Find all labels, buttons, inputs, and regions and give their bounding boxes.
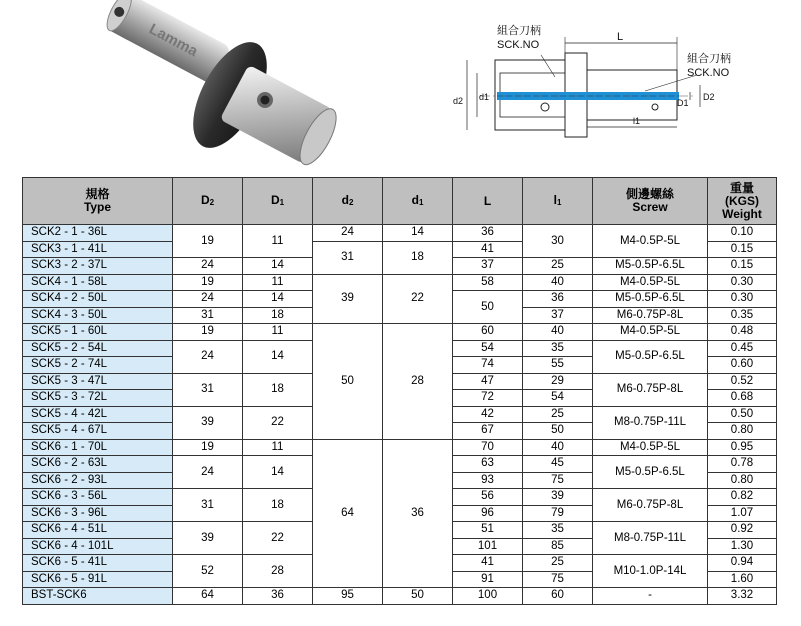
cell-l1: 75	[523, 472, 593, 489]
cell-l1: 40	[523, 274, 593, 291]
cell-l1: 35	[523, 522, 593, 539]
cell-weight: 0.60	[708, 357, 777, 374]
cell-weight: 1.30	[708, 538, 777, 555]
cell-model: SCK6 - 3 - 56L	[23, 489, 173, 506]
cell-model: SCK6 - 4 - 51L	[23, 522, 173, 539]
cell-screw: M4-0.5P-5L	[593, 439, 708, 456]
cell-l: 74	[453, 357, 523, 374]
cell-model: SCK2 - 1 - 36L	[23, 225, 173, 242]
cell-d2: 19	[173, 274, 243, 291]
dim-L-label: L	[617, 31, 624, 43]
cell-l: 56	[453, 489, 523, 506]
header-weight: 重量 (KGS) Weight	[708, 178, 777, 225]
cell-d2: 52	[173, 555, 243, 588]
cell-weight: 0.78	[708, 456, 777, 473]
cell-l: 72	[453, 390, 523, 407]
cell-l1: 54	[523, 390, 593, 407]
cell-d1: 14	[383, 225, 453, 242]
cell-model: SCK6 - 5 - 41L	[23, 555, 173, 572]
cell-l1: 40	[523, 324, 593, 341]
cell-d1: 18	[243, 489, 313, 522]
cell-d2: 19	[173, 225, 243, 258]
holder-callout-line2: SCK.NO	[497, 39, 540, 51]
cell-l: 70	[453, 439, 523, 456]
header-screw: 側邊螺絲 Screw	[593, 178, 708, 225]
cell-weight: 0.68	[708, 390, 777, 407]
cell-weight: 0.30	[708, 274, 777, 291]
cell-d2: 64	[173, 588, 243, 605]
dimension-diagram	[445, 15, 785, 155]
cell-screw: M5-0.5P-6.5L	[593, 258, 708, 275]
cell-d1: 22	[383, 274, 453, 324]
cell-l: 47	[453, 373, 523, 390]
cell-screw: M4-0.5P-5L	[593, 225, 708, 258]
dim-l1-label: l1	[633, 116, 641, 126]
dim-D1-label: D1	[677, 98, 689, 108]
cell-weight: 0.82	[708, 489, 777, 506]
cell-d1: 50	[383, 588, 453, 605]
header-d2: $d_2$	[313, 178, 383, 225]
cell-model: SCK4 - 2 - 50L	[23, 291, 173, 308]
cell-l1: 50	[523, 423, 593, 440]
cell-l: 41	[453, 555, 523, 572]
cell-l: 100	[453, 588, 523, 605]
dim-d2-label: d2	[453, 96, 464, 106]
cell-model: SCK5 - 3 - 72L	[23, 390, 173, 407]
cell-l1: 45	[523, 456, 593, 473]
header-d1: $d_1$	[383, 178, 453, 225]
cell-model: SCK5 - 1 - 60L	[23, 324, 173, 341]
header-L: L	[453, 178, 523, 225]
header-D2: $D_2$	[173, 178, 243, 225]
cell-d2: 39	[313, 274, 383, 324]
cell-model: SCK6 - 1 - 70L	[23, 439, 173, 456]
cell-screw: M5-0.5P-6.5L	[593, 340, 708, 373]
table-body	[23, 225, 777, 605]
cell-screw: M6-0.75P-8L	[593, 373, 708, 406]
cell-d1: 14	[243, 291, 313, 308]
cell-l: 42	[453, 406, 523, 423]
cell-model: BST-SCK6	[23, 588, 173, 605]
cell-d1: 18	[243, 307, 313, 324]
cell-weight: 0.30	[708, 291, 777, 308]
spec-table	[22, 177, 777, 605]
cell-d2: 31	[173, 307, 243, 324]
cell-model: SCK6 - 3 - 96L	[23, 505, 173, 522]
cell-model: SCK5 - 2 - 74L	[23, 357, 173, 374]
cell-weight: 0.10	[708, 225, 777, 242]
cell-d1: 36	[243, 588, 313, 605]
cell-l1: 37	[523, 307, 593, 324]
cell-l: 37	[453, 258, 523, 275]
table-row	[23, 324, 777, 341]
cell-l: 36	[453, 225, 523, 242]
cell-d1: 14	[243, 340, 313, 373]
cell-d2: 24	[173, 291, 243, 308]
table-row	[23, 439, 777, 456]
cell-d2: 39	[173, 522, 243, 555]
cell-model: SCK4 - 3 - 50L	[23, 307, 173, 324]
cell-d1: 28	[383, 324, 453, 440]
cell-l1: 39	[523, 489, 593, 506]
cell-d2: 19	[173, 324, 243, 341]
cell-l1: 85	[523, 538, 593, 555]
cell-d2: 24	[173, 258, 243, 275]
cell-l: 67	[453, 423, 523, 440]
cell-l1: 25	[523, 555, 593, 572]
cell-d1: 14	[243, 258, 313, 275]
cell-weight: 0.45	[708, 340, 777, 357]
cell-d1: 18	[383, 241, 453, 274]
cell-model: SCK6 - 2 - 63L	[23, 456, 173, 473]
cell-model: SCK6 - 2 - 93L	[23, 472, 173, 489]
cell-model: SCK6 - 4 - 101L	[23, 538, 173, 555]
cell-l: 51	[453, 522, 523, 539]
cell-l1: 60	[523, 588, 593, 605]
cell-d1: 28	[243, 555, 313, 588]
cell-d2: 31	[173, 373, 243, 406]
cell-screw: M8-0.75P-11L	[593, 522, 708, 555]
cell-weight: 0.52	[708, 373, 777, 390]
cell-d1: 11	[243, 225, 313, 258]
cell-weight: 0.94	[708, 555, 777, 572]
cell-model: SCK4 - 1 - 58L	[23, 274, 173, 291]
header-D1: $D_1$	[243, 178, 313, 225]
table-header-row	[23, 178, 777, 225]
cell-l1: 35	[523, 340, 593, 357]
cell-d2: 24	[313, 225, 383, 242]
cell-d1: 11	[243, 274, 313, 291]
cell-weight: 1.07	[708, 505, 777, 522]
cell-d2: 64	[313, 439, 383, 588]
cell-model: SCK5 - 3 - 47L	[23, 373, 173, 390]
cell-d2: 24	[173, 456, 243, 489]
cell-l1: 25	[523, 258, 593, 275]
cell-weight: 0.35	[708, 307, 777, 324]
cell-d2: 19	[173, 439, 243, 456]
holder-callout-line1: 組合刀柄	[497, 25, 541, 37]
cell-model: SCK6 - 5 - 91L	[23, 571, 173, 588]
cell-d2: 95	[313, 588, 383, 605]
table-row	[23, 225, 777, 242]
cell-l: 50	[453, 291, 523, 324]
cell-model: SCK5 - 2 - 54L	[23, 340, 173, 357]
cell-l1: 40	[523, 439, 593, 456]
cell-d1: 22	[243, 406, 313, 439]
dim-d1-label: d1	[479, 92, 490, 102]
cell-l1: 36	[523, 291, 593, 308]
brand-logo-text: Lamma	[146, 20, 201, 61]
collet-callout-line1: 組合刀柄	[687, 53, 731, 65]
cell-screw: M6-0.75P-8L	[593, 307, 708, 324]
cell-weight: 0.15	[708, 258, 777, 275]
cell-l: 54	[453, 340, 523, 357]
cell-d2: 31	[313, 241, 383, 274]
cell-model: SCK5 - 4 - 42L	[23, 406, 173, 423]
cell-d1: 11	[243, 324, 313, 341]
cell-l: 101	[453, 538, 523, 555]
cell-d1: 36	[383, 439, 453, 588]
cell-d2: 50	[313, 324, 383, 440]
cell-screw: M6-0.75P-8L	[593, 489, 708, 522]
cell-l1: 29	[523, 373, 593, 390]
cell-screw: M8-0.75P-11L	[593, 406, 708, 439]
header-type: 規格 Type	[23, 178, 173, 225]
cell-weight: 0.15	[708, 241, 777, 258]
cell-screw: M5-0.5P-6.5L	[593, 291, 708, 308]
dim-D2-label: D2	[703, 92, 715, 102]
product-photo	[100, 0, 340, 170]
cell-d1: 22	[243, 522, 313, 555]
cell-d2: 31	[173, 489, 243, 522]
cell-l1: 79	[523, 505, 593, 522]
cell-screw: M4-0.5P-5L	[593, 274, 708, 291]
cell-l: 91	[453, 571, 523, 588]
cell-l1: 55	[523, 357, 593, 374]
cell-weight: 0.80	[708, 472, 777, 489]
cell-weight: 0.80	[708, 423, 777, 440]
cell-l1: 75	[523, 571, 593, 588]
cell-l: 63	[453, 456, 523, 473]
cell-model: SCK3 - 1 - 41L	[23, 241, 173, 258]
collet-callout-line2: SCK.NO	[687, 67, 730, 79]
table-row	[23, 588, 777, 605]
cell-d1: 18	[243, 373, 313, 406]
cell-l: 41	[453, 241, 523, 258]
cell-model: SCK5 - 4 - 67L	[23, 423, 173, 440]
cell-screw: M5-0.5P-6.5L	[593, 456, 708, 489]
cell-weight: 0.50	[708, 406, 777, 423]
cell-l: 58	[453, 274, 523, 291]
cell-l1: 30	[523, 225, 593, 258]
cell-l1: 25	[523, 406, 593, 423]
cell-d1: 14	[243, 456, 313, 489]
cell-l: 60	[453, 324, 523, 341]
table-row	[23, 274, 777, 291]
cell-d1: 11	[243, 439, 313, 456]
cell-weight: 3.32	[708, 588, 777, 605]
cell-screw: M10-1.0P-14L	[593, 555, 708, 588]
cell-screw: M4-0.5P-5L	[593, 324, 708, 341]
cell-weight: 1.60	[708, 571, 777, 588]
cell-l: 93	[453, 472, 523, 489]
cell-l: 96	[453, 505, 523, 522]
cell-d2: 39	[173, 406, 243, 439]
cell-model: SCK3 - 2 - 37L	[23, 258, 173, 275]
cell-weight: 0.48	[708, 324, 777, 341]
header-l1: $l_1$	[523, 178, 593, 225]
cell-screw: -	[593, 588, 708, 605]
cell-d2: 24	[173, 340, 243, 373]
cell-weight: 0.92	[708, 522, 777, 539]
cell-weight: 0.95	[708, 439, 777, 456]
